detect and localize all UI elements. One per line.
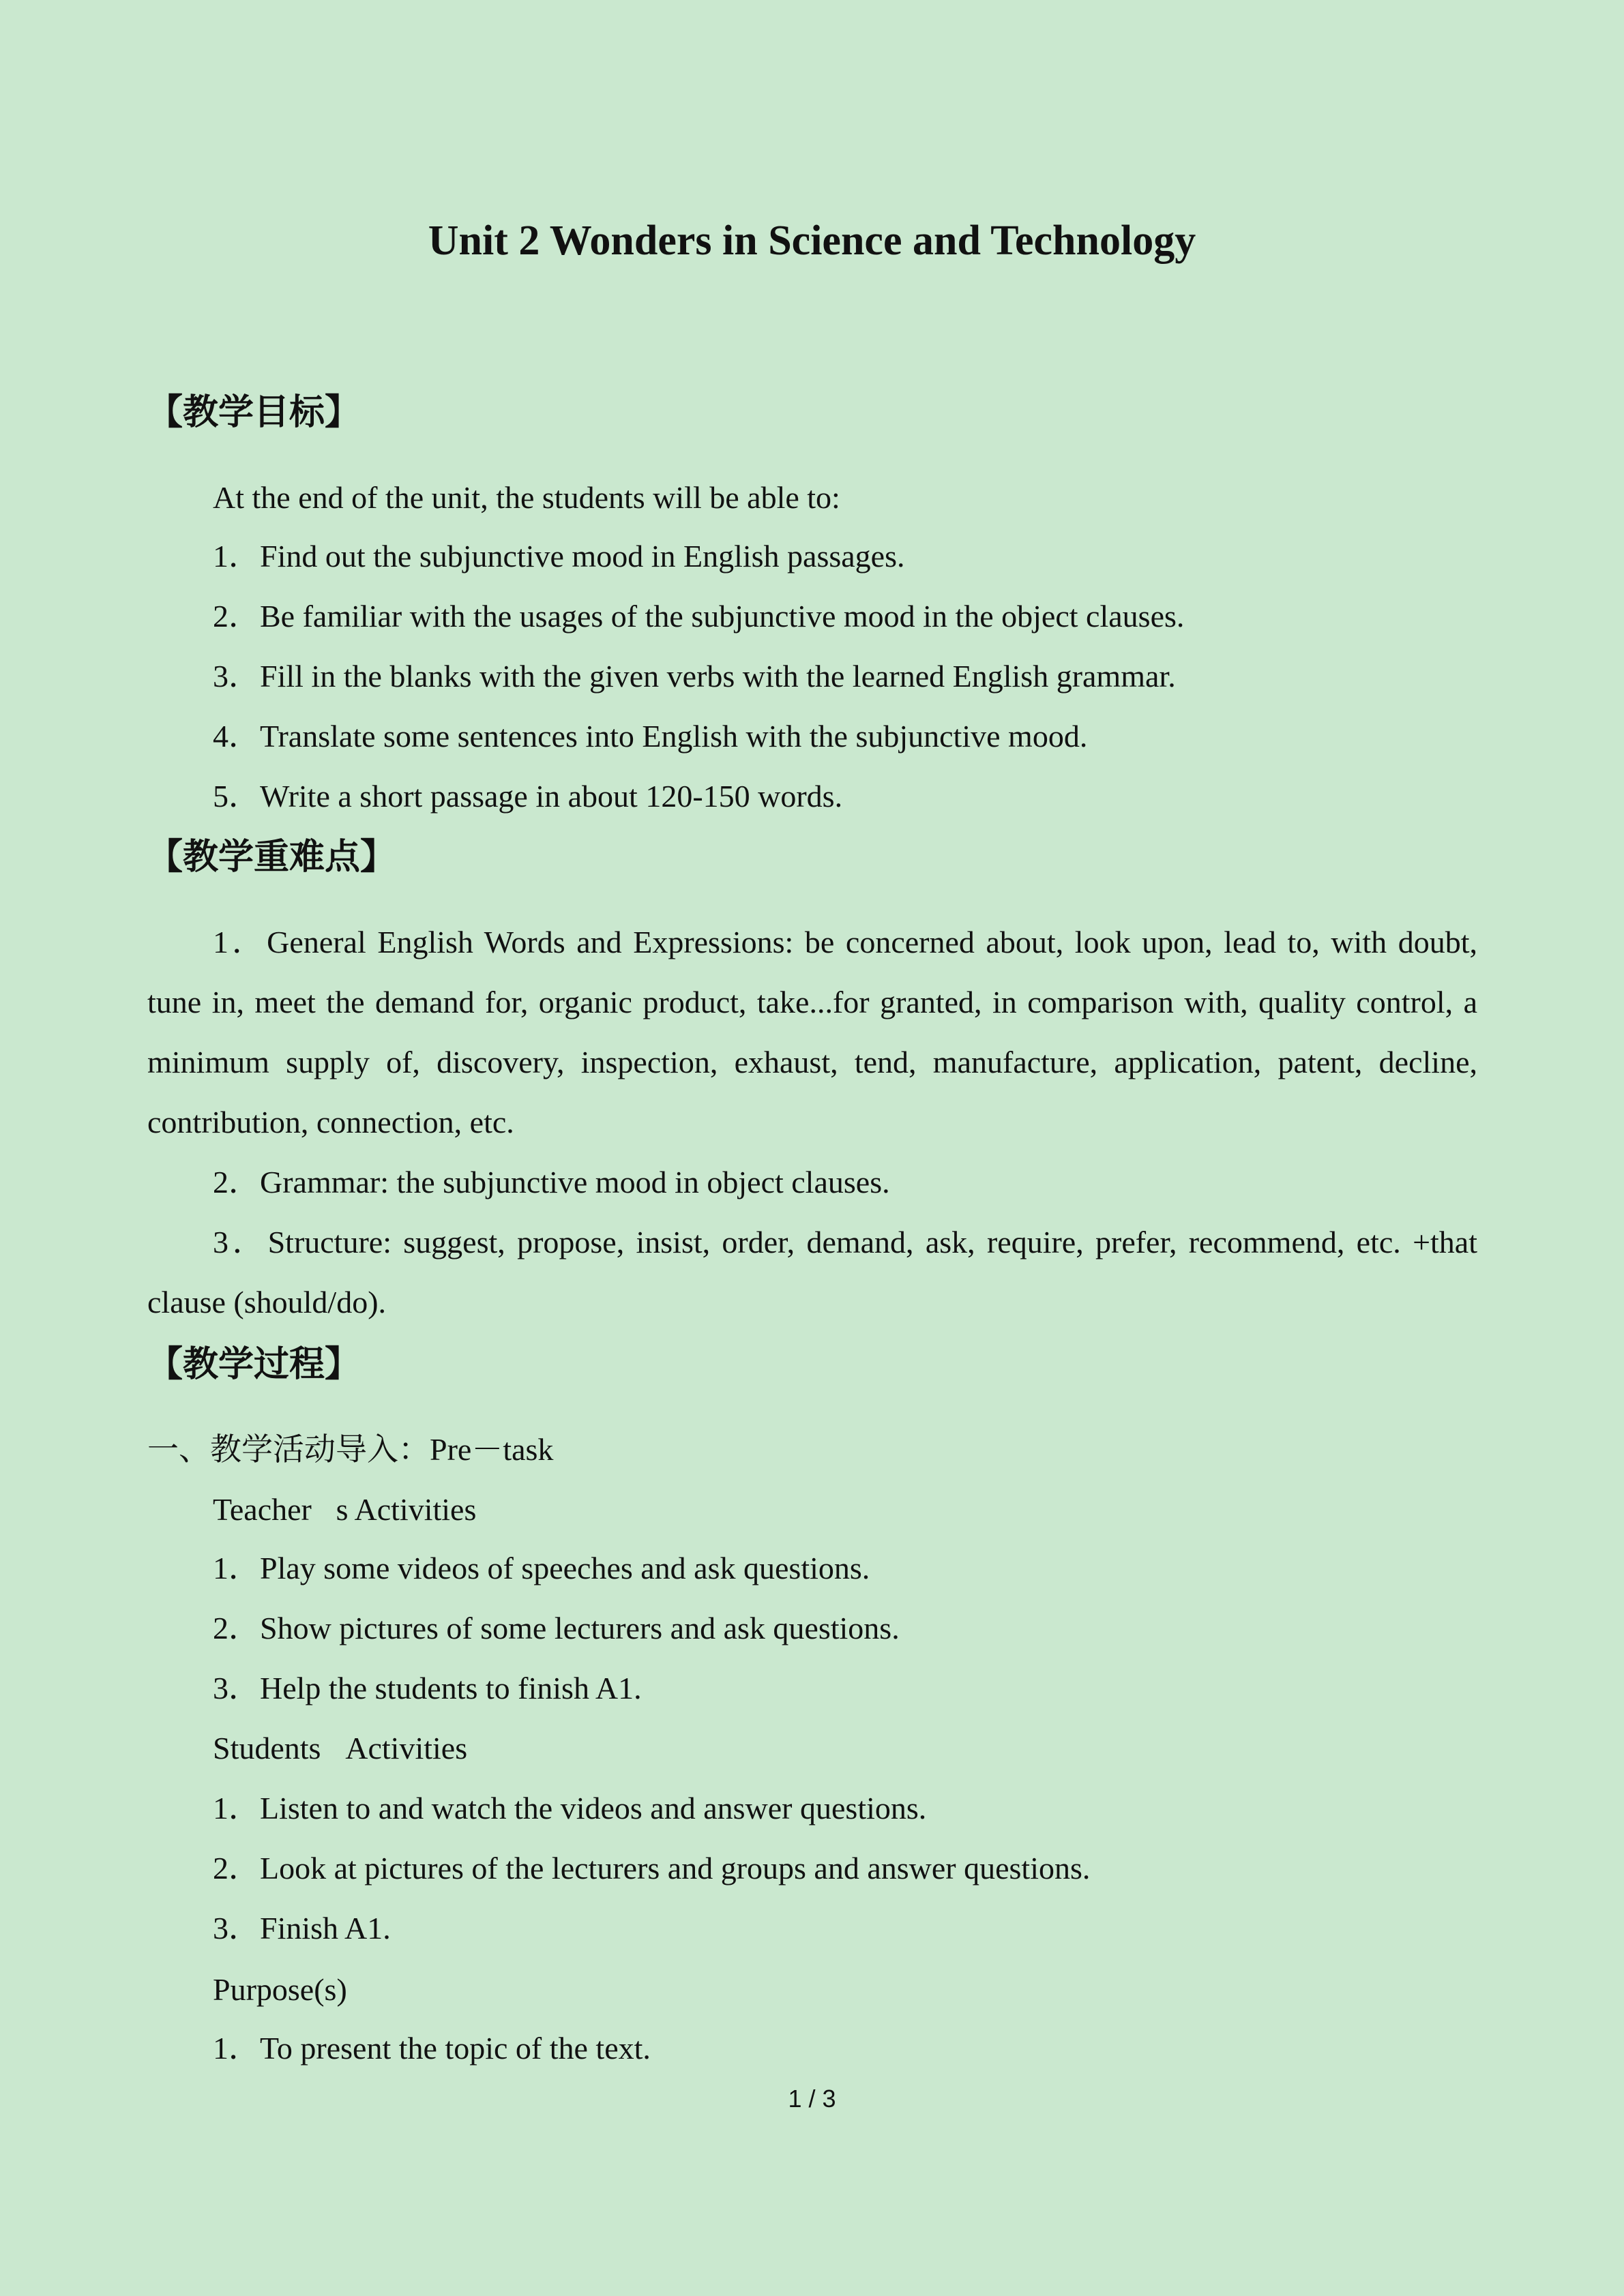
student-activity-item: 2．Look at pictures of the lecturers and groups and answer questions. xyxy=(213,1851,1091,1885)
objective-item: 3．Fill in the blanks with the given verbs with the learned English grammar. xyxy=(213,659,1176,694)
student-activity-item: 1．Listen to and watch the videos and answer questions. xyxy=(213,1791,927,1825)
teacher-activity-item: 3．Help the students to finish A1. xyxy=(213,1671,642,1705)
student-activities-heading: Students Activities xyxy=(213,1731,468,1765)
purpose-item: 1．To present the topic of the text. xyxy=(213,2031,651,2066)
process-heading: 【教学过程】 xyxy=(147,1344,361,1385)
teacher-activity-item: 2．Show pictures of some lecturers and ask questions. xyxy=(213,1611,900,1645)
key-points-heading: 【教学重难点】 xyxy=(147,837,396,878)
teacher-activity-item: 1．Play some videos of speeches and ask questions. xyxy=(213,1551,870,1585)
objectives-intro: At the end of the unit, the students will be able to: xyxy=(213,480,840,515)
objective-item: 4．Translate some sentences into English with the subjunctive mood. xyxy=(213,719,1088,754)
key-point-structure: 3．Structure: suggest, propose, insist, order, demand, ask, require, prefer, recommend, etc. +that clause (should/do). xyxy=(147,1225,1477,1320)
document-title: Unit 2 Wonders in Science and Technology xyxy=(428,218,1196,264)
student-activity-item: 3．Finish A1. xyxy=(213,1911,391,1945)
purpose-heading: Purpose(s) xyxy=(213,1972,347,2007)
teacher-activities-heading: Teacher s Activities xyxy=(213,1492,477,1527)
process-step-pretask: 一、教学活动导入：Pre－task xyxy=(147,1432,554,1467)
page-indicator: 1 / 3 xyxy=(788,2085,836,2113)
objective-item: 1．Find out the subjunctive mood in English passages. xyxy=(213,539,905,573)
key-point-grammar: 2．Grammar: the subjunctive mood in object clauses. xyxy=(213,1165,890,1199)
objectives-heading: 【教学目标】 xyxy=(147,392,361,433)
key-point-words: 1．General English Words and Expressions: be concerned about, look upon, lead to, with doubt, tune in, meet the demand for, organic product, take...for granted, in comparison with, quality control, a minimum supply of, discovery, inspection, exhaust, tend, manufacture, application, patent, decline, contribution, connection, etc. xyxy=(147,925,1477,1139)
objective-item: 5．Write a short passage in about 120-150 words. xyxy=(213,779,843,814)
objective-item: 2．Be familiar with the usages of the subjunctive mood in the object clauses. xyxy=(213,599,1185,633)
